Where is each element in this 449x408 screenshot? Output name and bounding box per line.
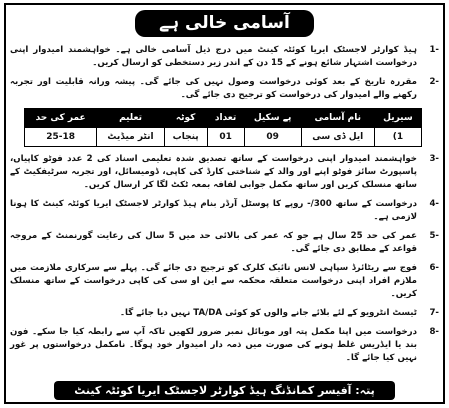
header-quantity: تعداد [207,109,244,128]
cell-quantity: 01 [207,128,244,147]
instruction-text: ہیڈ کوارٹر لاجسٹک ایریا کوئٹہ کینٹ میں درج ذیل آسامی خالی ہے۔ خواہشمند امیدوار اپنی درخواست اشتہار شائع ہونے کے 15 دن کے اندر زیر دستخطی کو ارسال کریں۔ [10,45,417,68]
instruction-number: 3- [429,154,439,164]
advertisement-title: آسامی خالی ہے [135,10,314,37]
header-serial: سیریل [374,109,421,128]
instruction-number: 5- [429,231,439,241]
instruction-number: 4- [429,199,439,209]
vacancy-table-header [25,109,422,128]
instruction-number: 1- [429,45,439,55]
instruction-text: درخواست کے ساتھ 300/- روپے کا پوسٹل آرڈر بنام ہیڈ کوارٹر لاجسٹک ایریا کوئٹہ کینٹ کا ہونا لازمی ہے۔ [10,199,417,222]
instruction-list [10,44,439,371]
cell-age-limit: 25-18 [25,128,97,147]
instruction-text: ٹیسٹ انٹرویو کے لئے بلائے جانے والوں کو کوئی TA/DA نہیں دیا جائے گا۔ [120,308,417,318]
instruction-item-3 [10,153,439,192]
cell-pay-scale: 09 [244,128,301,147]
header-age-limit: عمر کی حد [25,109,97,128]
instruction-text: فوج سے ریٹائرڈ سپاہی لانس نائیک کلرک کو ترجیح دی جائے گی۔ پہلے سے سرکاری ملازمت میں ملازم افراد اپنی درخواست متعلقہ محکمہ سے این او سی کی کاپی درخواست کے ساتھ منسلک کریں۔ [10,263,417,299]
instruction-text: خواہشمند امیدوار اپنی درخواست کے ساتھ تصدیق شدہ تعلیمی اسناد کی 2 عدد فوٹو کاپیاں، پاسپورٹ سائز فوٹو اپنے اور والد کے شناختی کارڈ کی کاپی، ڈومیسائل، اور تجربہ سرٹیفکیٹ کے ساتھ منسلک کریں اور ساتھ مکمل جوابی لفافہ بمعہ ٹکٹ لگا کر ارسال کریں۔ [10,154,417,190]
cell-serial: 1) [374,128,421,147]
instruction-number: 8- [429,327,439,337]
instruction-number: 6- [429,263,439,273]
instruction-item-7 [10,307,439,320]
table-row [25,128,422,147]
instruction-item-5 [10,230,439,256]
address-footer: پتہ: آفیسر کمانڈنگ ہیڈ کوارٹر لاجسٹک ایریا کوئٹہ کینٹ [54,381,395,400]
header-education: تعلیم [97,109,165,128]
header-quota: کوٹہ [164,109,207,128]
vacancy-table [24,108,422,147]
cell-education: انٹر میڈیٹ [97,128,165,147]
instruction-text: مقررہ تاریخ کے بعد کوئی درخواست وصول نہیں کی جائے گی۔ پیشہ ورانہ قابلیت اور تجربہ رکھنے والے امیدوار کی درخواست کو ترجیح دی جائے گی۔ [10,77,417,100]
instruction-item-2 [10,76,439,102]
instruction-text: عمر کی حد 25 سال ہے جو کہ عمر کی بالائی حد میں 5 سال کی رعایت گورنمنٹ کے مروجہ قواعد کے مطابق دی جائے گی۔ [10,231,417,254]
cell-quota: پنجاب [164,128,207,147]
instruction-item-6 [10,262,439,301]
cell-post-name: ایل ڈی سی [301,128,374,147]
instruction-number: 2- [429,77,439,87]
header-pay-scale: پے سکیل [244,109,301,128]
instruction-item-8 [10,326,439,365]
instruction-text: درخواست میں اپنا مکمل پتہ اور موبائل نمبر ضرور لکھیں تاکہ آپ سے رابطہ کیا جا سکے۔ فون بند یا ایڈریس غلط ہونے کی صورت میں ذمہ دار امیدوار خود ہوگا۔ نامکمل درخواستوں پر غور نہیں کیا جائے گا۔ [10,327,417,363]
instruction-item-1 [10,44,439,70]
instruction-item-4 [10,198,439,224]
header-post-name: نام آسامی [301,109,374,128]
instruction-number: 7- [429,308,439,318]
